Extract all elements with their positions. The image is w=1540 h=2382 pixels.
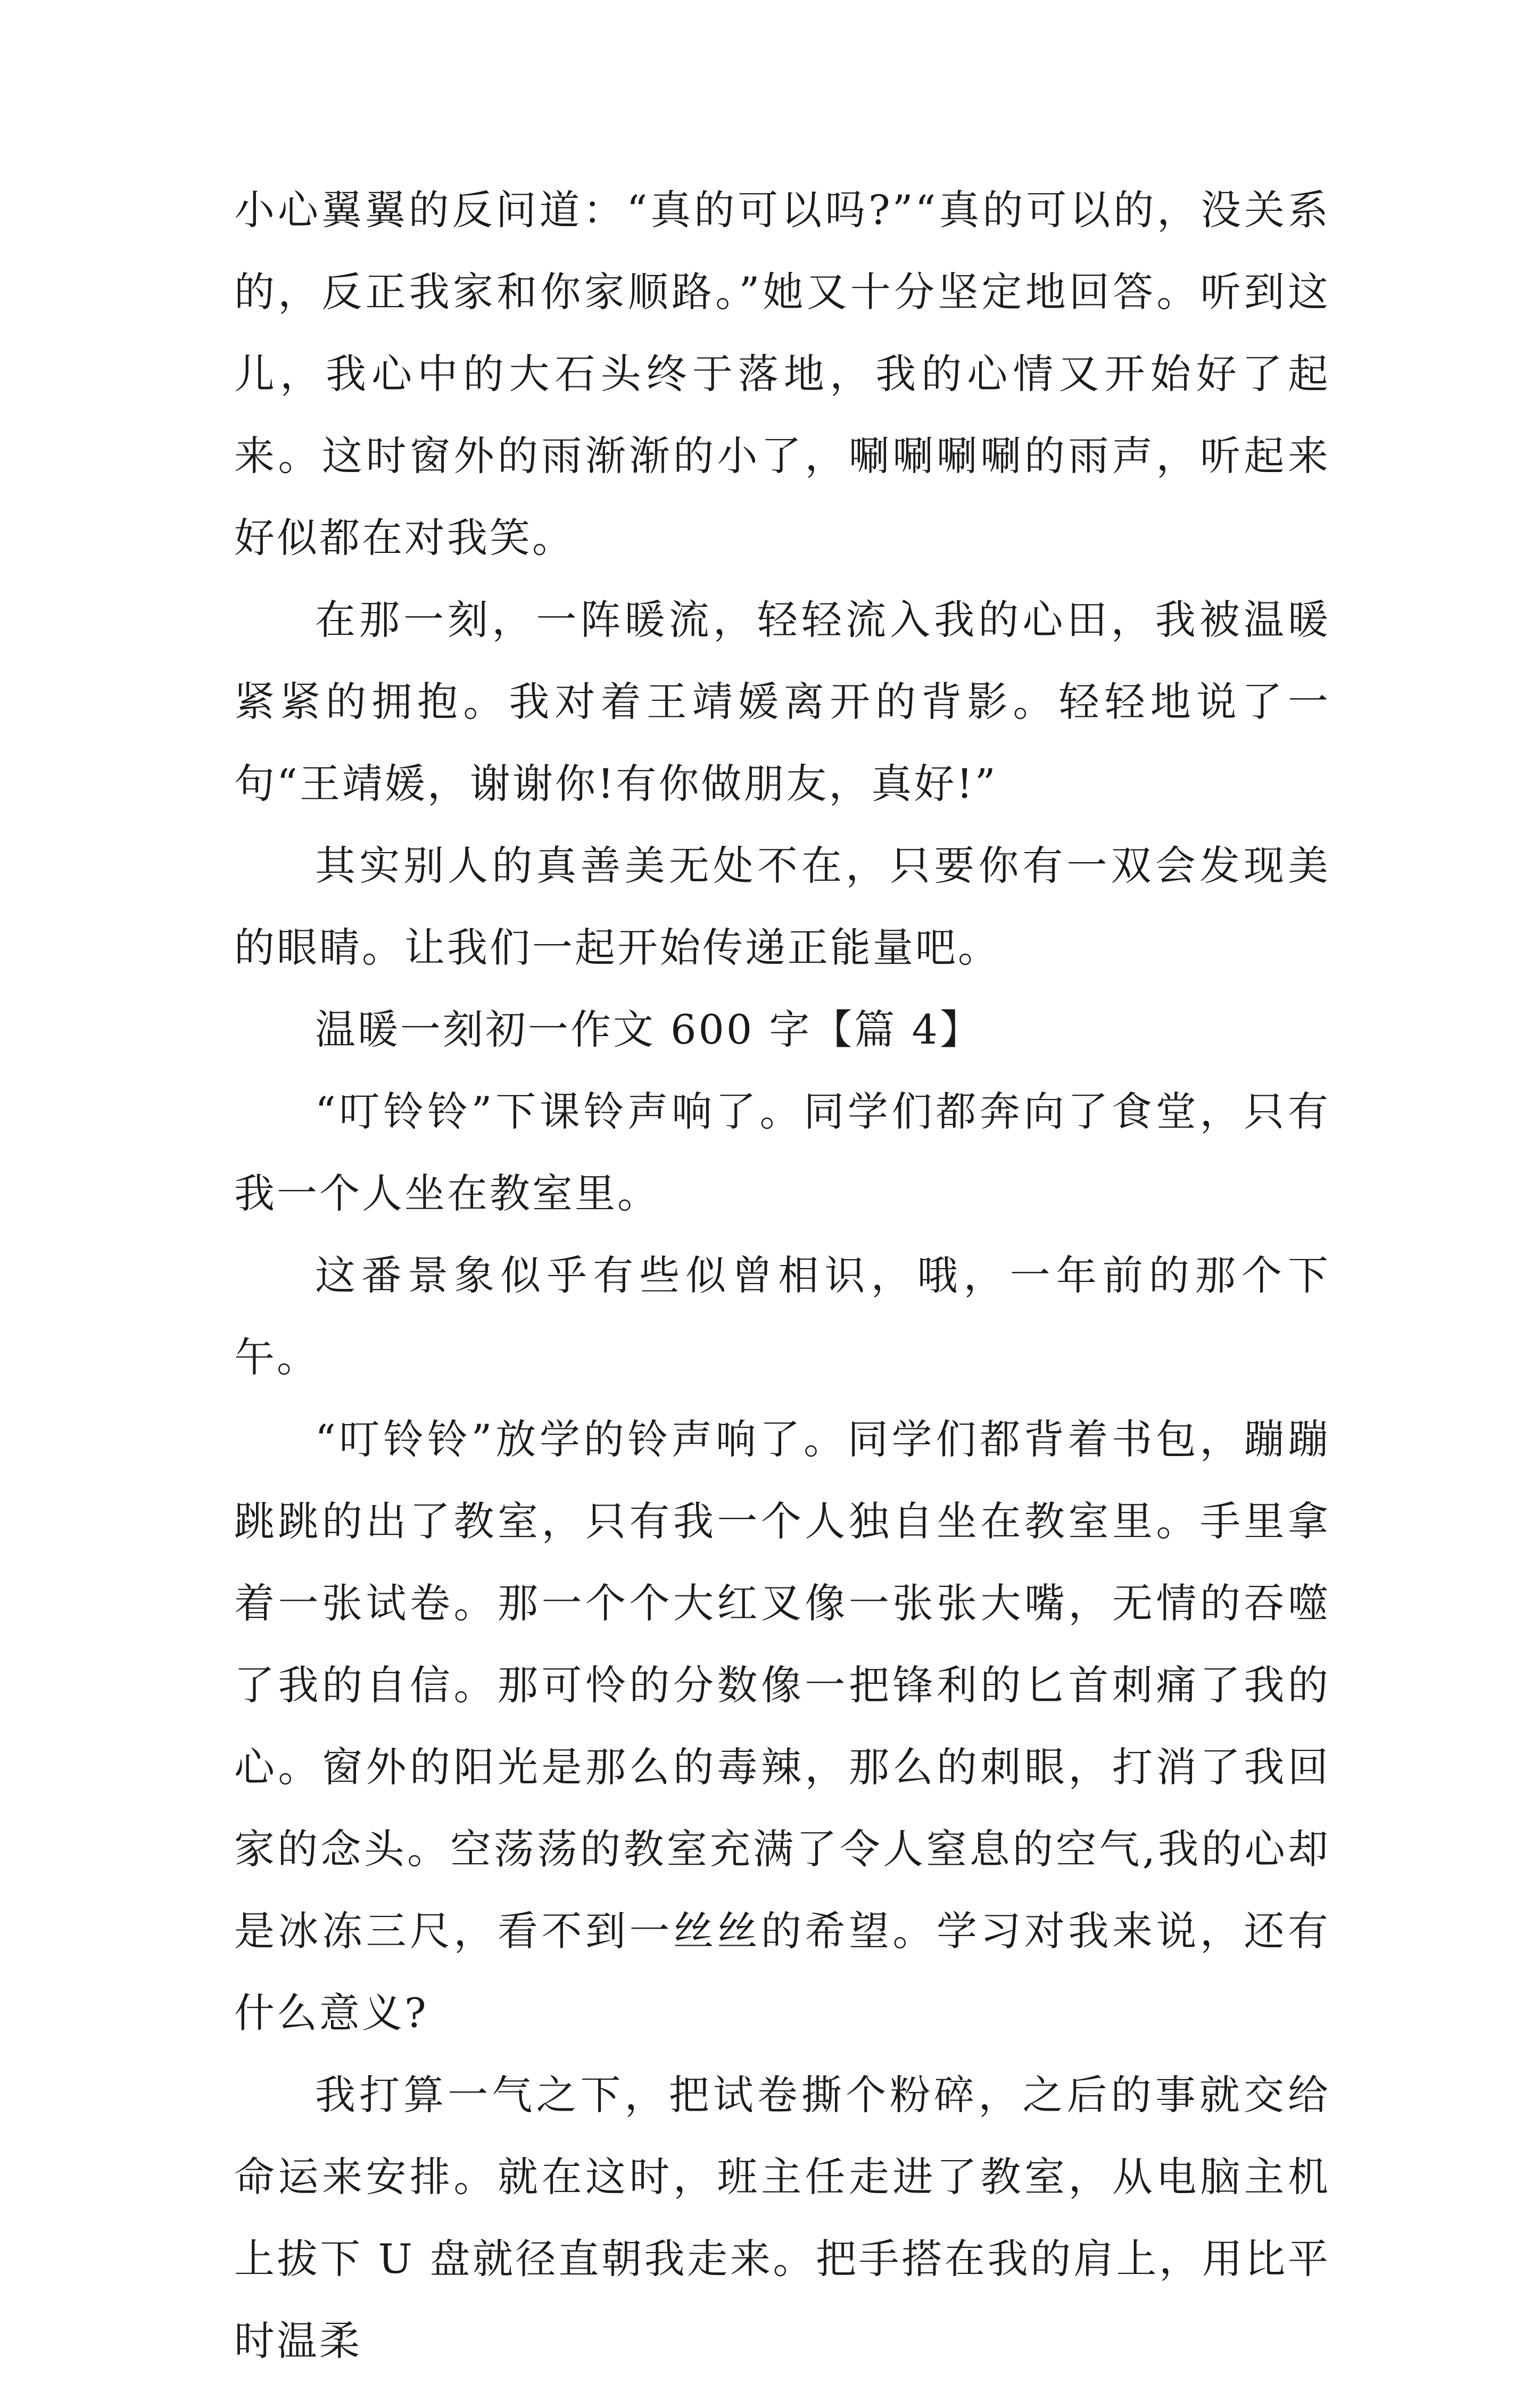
paragraph: 这番景象似乎有些似曾相识，哦，一年前的那个下午。 bbox=[234, 1252, 1330, 1381]
section-heading: 温暖一刻初一作文 600 字【篇 4】 bbox=[315, 1006, 982, 1053]
paragraph: 在那一刻，一阵暖流，轻轻流入我的心田，我被温暖紧紧的拥抱。我对着王靖媛离开的背影。轻轻地说了一句“王靖媛，谢谢你!有你做朋友，真好!” bbox=[234, 596, 1330, 807]
article-body bbox=[234, 169, 1330, 2382]
paragraph: 其实别人的真善美无处不在，只要你有一双会发现美的眼睛。让我们一起开始传递正能量吧。 bbox=[234, 842, 1330, 971]
paragraph: 我打算一气之下，把试卷撕个粉碎，之后的事就交给命运来安排。就在这时，班主任走进了教室，从电脑主机上拔下 U 盘就径直朝我走来。把手搭在我的肩上，用比平时温柔 bbox=[234, 2071, 1330, 2364]
paragraph: “叮铃铃”放学的铃声响了。同学们都背着书包，蹦蹦跳跳的出了教室，只有我一个人独自坐在教室里。手里拿着一张试卷。那一个个大红叉像一张张大嘴，无情的吞噬了我的自信。那可怜的分数像一把锋利的匕首刺痛了我的心。窗外的阳光是那么的毒辣，那么的刺眼，打消了我回家的念头。空荡荡的教室充满了令人窒息的空气,我的心却是冰冻三尺，看不到一丝丝的希望。学习对我来说，还有什么意义? bbox=[234, 1416, 1330, 2037]
paragraph-continued: 小心翼翼的反问道：“真的可以吗?”“真的可以的，没关系的，反正我家和你家顺路。”她又十分坚定地回答。听到这儿，我心中的大石头终于落地，我的心情又开始好了起来。这时窗外的雨渐渐的小了，唰唰唰唰的雨声，听起来好似都在对我笑。 bbox=[234, 186, 1330, 561]
paragraph: “叮铃铃”下课铃声响了。同学们都奔向了食堂，只有我一个人坐在教室里。 bbox=[234, 1088, 1330, 1217]
